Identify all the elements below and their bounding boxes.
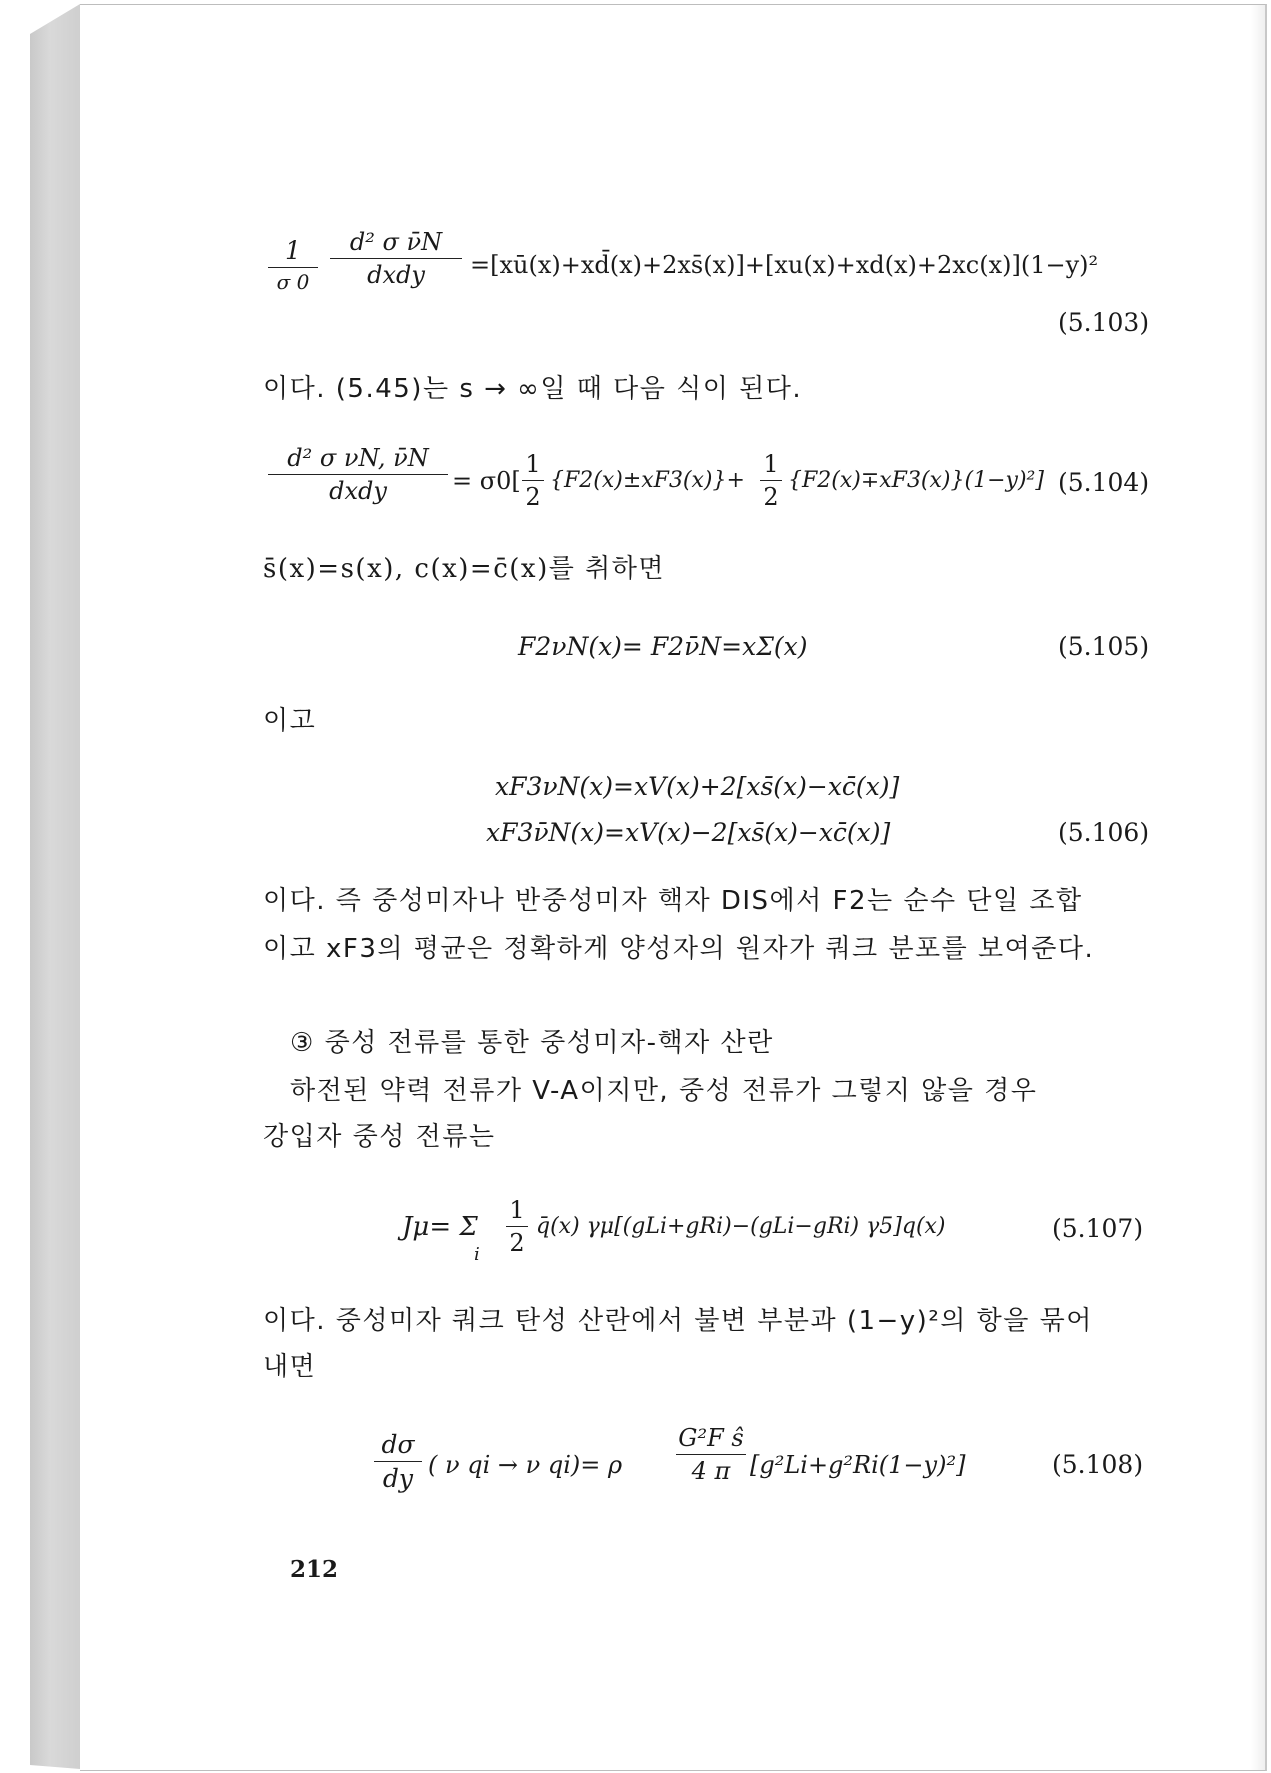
text-line-3: 이고: [263, 706, 317, 736]
eq104-rhs-a: = σ0[: [452, 467, 521, 495]
eq107-half: 1 2: [506, 1196, 528, 1257]
eq108-frac2: G²F ŝ 4 π: [676, 1424, 746, 1485]
eq105-text: F2νN(x)= F2ν̄N=xΣ(x): [518, 632, 808, 661]
eq106-line-1: xF3νN(x)=xV(x)+2[xs̄(x)−xc̄(x)]: [495, 772, 900, 801]
eq103-frac1: 1 σ 0: [268, 236, 318, 294]
eq103-rhs: =[xū(x)+xd̄(x)+2xs̄(x)]+[xu(x)+xd(x)+2xc(x)](1−y)²: [470, 251, 1099, 279]
eq104-number: (5.104): [1058, 468, 1150, 497]
eq107-sum-index: i: [474, 1244, 480, 1265]
eq104-half-2: 1 2: [760, 450, 782, 511]
eq104-rhs-b: {F2(x)±xF3(x)}+: [550, 468, 745, 493]
eq108-number: (5.108): [1052, 1450, 1144, 1479]
eq105-number: (5.105): [1058, 632, 1150, 661]
eq107-number: (5.107): [1052, 1214, 1144, 1243]
book-spine: [30, 4, 80, 1769]
page-edge: [1251, 5, 1265, 1770]
eq104-rhs-c: {F2(x)∓xF3(x)}(1−y)²]: [788, 468, 1044, 493]
text-line-1: 이다. (5.45)는 s → ∞일 때 다음 식이 된다.: [263, 374, 803, 404]
eq108-mid: ( ν qi → ν qi)= ρ: [428, 1451, 623, 1479]
eq103-frac2: d² σ ν̄N dxdy: [330, 228, 462, 289]
para3-line-2: 내면: [263, 1352, 317, 1382]
page-number: 212: [290, 1556, 339, 1583]
eq104-half-1: 1 2: [522, 450, 544, 511]
para3-line-1: 이다. 중성미자 쿼크 탄성 산란에서 불변 부분과 (1−y)²의 항을 묶어: [263, 1306, 1093, 1336]
section-heading: ③ 중성 전류를 통한 중성미자-핵자 산란: [290, 1028, 774, 1058]
para2-line-2: 강입자 중성 전류는: [263, 1122, 496, 1152]
eq108-frac1: dσ dy: [374, 1430, 422, 1493]
eq104-frac: d² σ νN, ν̄N dxdy: [268, 444, 448, 505]
eq107-lhs: Jμ= Σ: [402, 1212, 478, 1242]
text-line-2: s̄(x)=s(x), c(x)=c̄(x)를 취하면: [263, 554, 665, 584]
eq108-rhs: [g²Li+g²Ri(1−y)²]: [750, 1451, 966, 1479]
para1-line-1: 이다. 즉 중성미자나 반중성미자 핵자 DIS에서 F2는 순수 단일 조합: [263, 886, 1083, 916]
para2-line-1: 하전된 약력 전류가 V-A이지만, 중성 전류가 그렇지 않을 경우: [290, 1076, 1038, 1106]
eq106-line-2: xF3ν̄N(x)=xV(x)−2[xs̄(x)−xc̄(x)]: [486, 818, 891, 847]
eq103-number: (5.103): [1058, 308, 1150, 337]
para1-line-2: 이고 xF3의 평균은 정확하게 양성자의 원자가 쿼크 분포를 보여준다.: [263, 934, 1095, 964]
eq106-number: (5.106): [1058, 818, 1150, 847]
eq107-rhs: q̄(x) γμ[(gLi+gRi)−(gLi−gRi) γ5]q(x): [536, 1214, 946, 1239]
